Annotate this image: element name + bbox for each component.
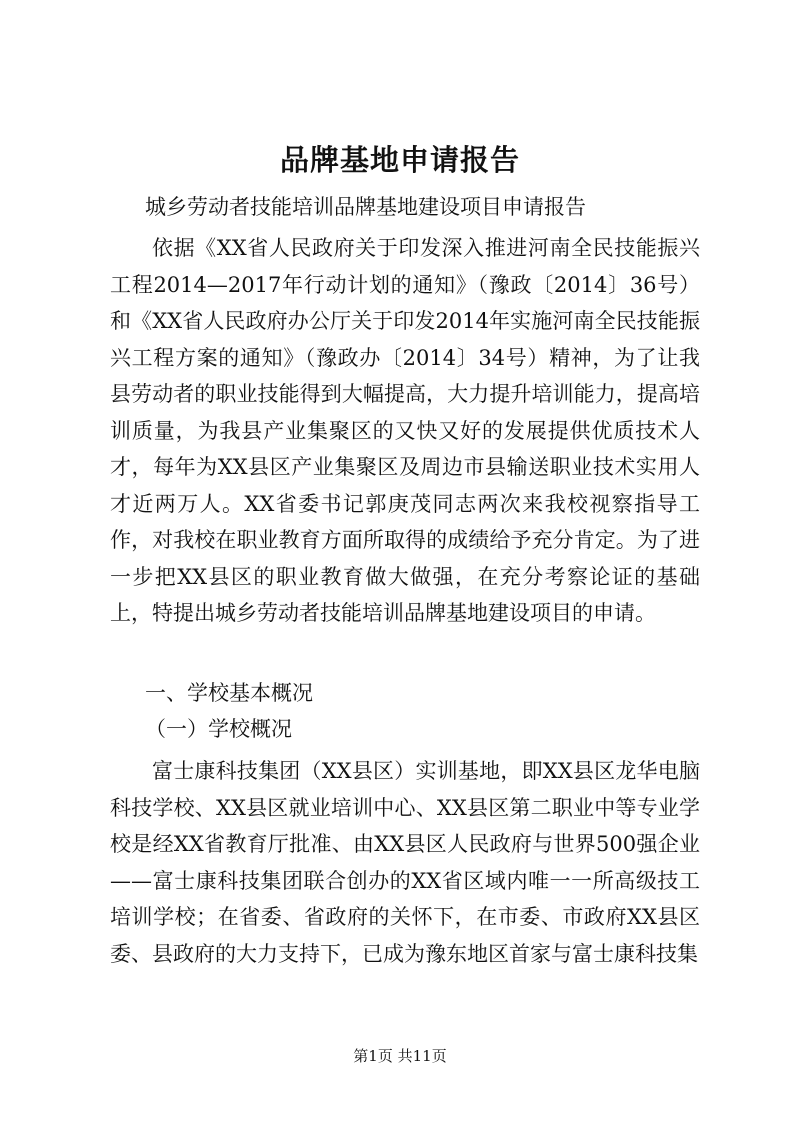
- page-footer: 第1页 共11页: [353, 1047, 447, 1065]
- document-subtitle: 城乡劳动者技能培训品牌基地建设项目申请报告: [145, 195, 586, 219]
- document-title: 品牌基地申请报告: [279, 143, 520, 177]
- body-paragraph-school-profile: 富士康科技集团（XX县区）实训基地，即XX县区龙华电脑科技学校、XX县区就业培训中心、XX县区第二职业中等专业学校是经XX省教育厅批准、由XX县区人民政府与世界500强企业——富士康科技集团联合创办的XX省区域内唯一一所高级技工培训学校；在省委、省政府的关怀下，在市委、市政府XX县区委、县政府的大力支持下，已成为豫东地区首家与富士康科技集: [110, 759, 700, 966]
- subsection-heading-school-profile: （一）学校概况: [145, 717, 292, 741]
- body-paragraph-basis: 依据《XX省人民政府关于印发深入推进河南全民技能振兴工程2014—2017年行动计划的通知》（豫政〔2014〕36号）和《XX省人民政府办公厅关于印发2014年实施河南全民技能振兴工程方案的通知》（豫政办〔2014〕34号）精神，为了让我县劳动者的职业技能得到大幅提高，大力提升培训能力，提高培训质量，为我县产业集聚区的又快又好的发展提供优质技术人才，每年为XX县区产业集聚区及周边市县输送职业技术实用人才近两万人。XX省委书记郭庚茂同志两次来我校视察指导工作，对我校在职业教育方面所取得的成绩给予充分肯定。为了进一步把XX县区的职业教育做大做强，在充分考察论证的基础上，特提出城乡劳动者技能培训品牌基地建设项目的申请。: [110, 236, 700, 625]
- section-heading-school-overview: 一、学校基本概况: [145, 681, 313, 705]
